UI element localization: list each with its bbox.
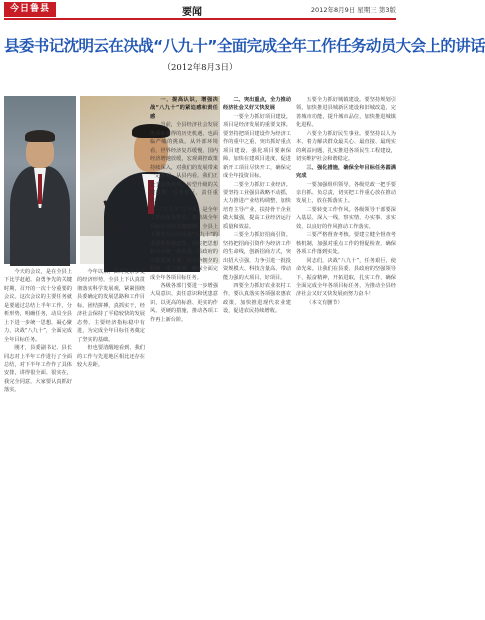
photo-hair — [25, 130, 55, 142]
paragraph: 二要全力抓好工业经济。要坚持工业强县战略不动摇，大力推进产业结构调整，加快培育主导产业，扶持骨干企业做大做强，提高工业经济运行质量和效益。 — [223, 181, 291, 230]
article-headline: 县委书记沈明云在决战“八九十”全面完成全年工作任务动员大会上的讲话 — [4, 37, 485, 55]
masthead — [4, 2, 396, 18]
paragraph: 今天的会议，是在全县上下比学赶超、奋勇争先的关键时期，召开的一次十分重要的会议。这次会议的主要任务就是要通过总结上半年工作，分析形势，明确任务，动员全县上下进一步统一思想，凝心聚力，决战“八九十”，全面完成全年目标任务。 — [4, 269, 72, 343]
paragraph: “八九十”三个月，是全年工作的黄金季节，是决战全年目标任务的关键时期。全县上下要充分认识决战“八九十”的重要性和紧迫性，切实把思想和行动统一到县委、县政府的决策部署上来，以只争朝夕的精神，奋力拼搏，确保全面完成全年各项目标任务。 — [150, 206, 218, 281]
newspaper-logo: 今日鲁县 — [4, 2, 56, 17]
paragraph: 但也要清醒地看到，我们的工作与先进地区相比还存在较大差距。 — [77, 345, 145, 368]
article-column-3 — [150, 96, 218, 616]
article-column-2 — [77, 268, 145, 616]
paragraph: 五要全力抓好城镇建设。要坚持规划引领，加快推进县城新区建设和旧城改造，完善城市功能，提升城市品位，加快推进城镇化进程。 — [296, 97, 396, 129]
article-column-5 — [296, 96, 396, 616]
paragraph: 三要严格督查考核。要建立健全督查考核机制，加强对重点工作的督促检查，确保各项工作落到实处。 — [296, 232, 396, 256]
subheading: 一、提高认识，增强决战“八九十”的紧迫感和责任感 — [150, 97, 218, 120]
paragraph: 各级各部门要进一步增强大局意识、责任意识和忧患意识，以更高的标准、更实的作风、更硬的措施，推动各项工作再上新台阶。 — [150, 282, 218, 323]
issue-date: 2012年8月9日 星期三 第3版 — [310, 6, 396, 14]
article-column-4 — [223, 96, 291, 616]
subheading: 三、强化措施，确保全年目标任务圆满完成 — [296, 164, 396, 180]
paragraph: 刚才，县委副书记、县长同志对上半年工作进行了全面总结，对下半年工作作了具体安排，讲得很全面、很实在，我完全同意，大家要认真抓好落实。 — [4, 345, 72, 394]
paragraph: 一要加强组织领导。各级党政一把手要亲自抓、负总责，切实把工作重心放在推动发展上，放在抓落实上。 — [296, 181, 396, 205]
section-title: 要闻 — [182, 7, 202, 18]
paragraph: 四要全力抓好农业农村工作。要认真落实各项强农惠农政策，加快推进现代农业建设，促进农民持续增收。 — [223, 282, 291, 315]
paragraph: 今年以来，面对复杂多变的经济形势，全县上下认真贯彻落实科学发展观，紧紧围绕县委确定的发展思路和工作目标，团结拼搏，真抓实干，经济社会保持了平稳较快的发展态势，主要经济指标稳中有进，为完成全年目标任务奠定了坚实的基础。 — [77, 269, 145, 343]
paragraph: （本文有删节） — [306, 299, 343, 306]
paragraph: 当前，全县经济社会发展既面临难得的历史机遇，也面临严峻的挑战。从外部环境看，世界经济复苏缓慢，国内经济增速放缓，宏观调控政策持续深入，对我们的发展带来一定影响。从县内看，我们正处于加快发展、转型升级的关键时期，任务艰巨，责任重大。 — [150, 122, 218, 205]
subheading: 二、突出重点，全力推动经济社会又好又快发展 — [223, 97, 291, 112]
paragraph: 同志们，决战“八九十”，任务艰巨，使命光荣。让我们在县委、县政府的坚强领导下，振奋精神，开拓进取，扎实工作，确保全面完成全年各项目标任务，为推动全县经济社会又好又快发展而努力奋斗！ — [296, 257, 396, 298]
paragraph: 六要全力抓好民生事业。要坚持以人为本，着力解决群众最关心、最直接、最现实的利益问题，扎实推进各项民生工程建设，切实维护社会和谐稳定。 — [296, 130, 396, 163]
masthead-rule — [4, 18, 396, 20]
paragraph: 二要转变工作作风。各级领导干部要深入基层、深入一线，察实情、办实事、求实效，以良好的作风推动工作落实。 — [296, 206, 396, 230]
article-dateline: （2012年8月3日） — [162, 63, 238, 73]
paragraph: 三要全力抓好招商引资。坚持把招商引资作为经济工作的生命线，创新招商方式，突出招大引强，力争引进一批投资规模大、科技含量高、带动能力强的大项目、好项目。 — [223, 232, 291, 281]
article-column-1 — [4, 268, 72, 616]
speaker-photo — [4, 96, 76, 264]
photo-tie — [38, 174, 42, 204]
paragraph: 一要全力抓好项目建设。项目是经济发展的重要支撑。要坚持把项目建设作为经济工作的重中之重，突出抓好重点项目建设，强化项目要素保障，加快在建项目进度，促进新开工项目尽快开工，确保完成全年投资目标。 — [223, 113, 291, 180]
